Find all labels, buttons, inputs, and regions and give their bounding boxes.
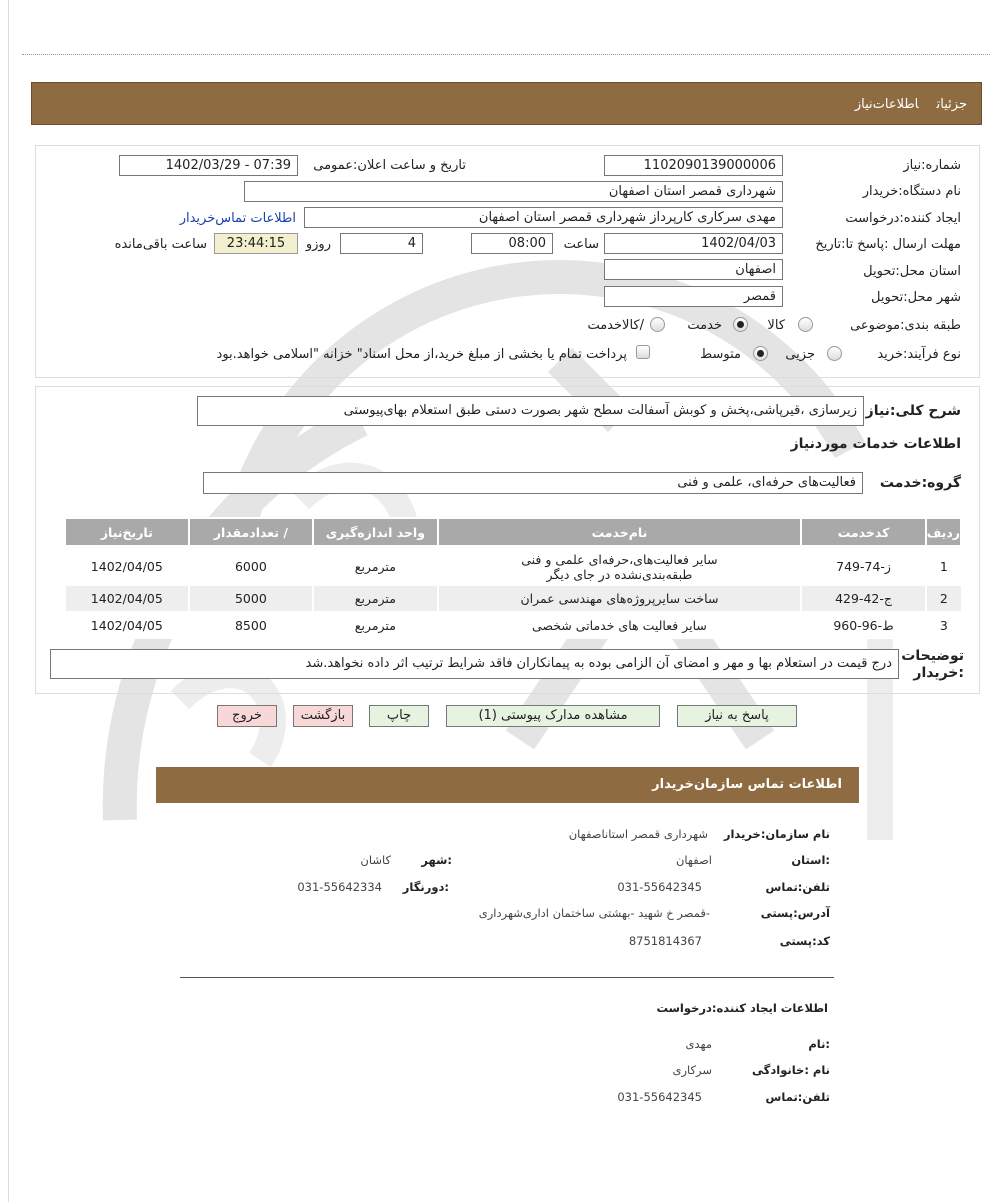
cell-row: 2 [926,586,961,611]
table-row [65,546,961,586]
services-table [64,517,962,639]
page-header [31,82,982,125]
contact-fax-value: 031-55642334 [297,880,382,894]
treasury-payment-label: پرداخت تمام یا بخشی از مبلغ خرید،از محل اسناد" خزانه "اسلامی خواهد.بود [216,347,627,362]
reply-button[interactable]: پاسخ به نیاز [677,705,797,727]
requester-field: مهدی سرکاری کارپرداز شهرداری قمصر استان اصفهان [304,207,783,228]
contact-phone-value: 031-55642345 [617,880,702,894]
buyer-contact-header: اطلاعات تماس سازمان‌خریدار [156,767,859,803]
category-goods-service-label: /کالاخدمت [587,318,644,333]
category-service-label: خدمت [687,318,722,333]
province-field: اصفهان [604,259,783,280]
creator-phone-value: 031-55642345 [617,1090,702,1104]
remaining-time-field: 23:44:15 [214,233,298,254]
province-label: استان محل:تحویل [863,264,961,279]
creator-name-label: :نام [808,1037,830,1051]
contact-city-value: کاشان [360,853,391,867]
tab-need-info[interactable]: اطلاعات‌نیاز [854,97,919,112]
page-left-border [8,0,9,1202]
postal-address-label: آدرس:پستی [760,906,830,920]
buyer-notes-label: توضیحات :خریدار [901,648,964,681]
creator-name-value: مهدی [685,1037,712,1051]
contact-fax-label: :دورنگار [402,880,449,894]
back-button[interactable]: بازگشت [293,705,353,727]
table-header-row [65,518,961,546]
cell-unit: مترمربع [313,546,437,586]
need-number-field: 1102090139000006 [604,155,783,176]
deadline-label: مهلت ارسال :پاسخ تا:تاریخ [815,237,961,252]
cell-date: 1402/04/05 [65,546,189,586]
cell-name: سایر فعالیت‌های،حرفه‌ای علمی و فنی طبقه‌بندی‌نشده در جای دیگر [438,546,802,586]
buyer-contact-link[interactable]: اطلاعات تماس‌خریدار [179,211,296,226]
process-partial-label: جزیی [785,347,815,362]
process-buy-label: خرید [877,347,903,362]
top-divider [22,54,990,55]
cell-date: 1402/04/05 [65,611,189,639]
creator-info-title: اطلاعات ایجاد کننده:درخواست [656,1001,828,1015]
cell-date: 1402/04/05 [65,586,189,611]
service-group-field: فعالیت‌های حرفه‌ای، علمی و فنی [203,472,863,494]
view-attachments-button[interactable]: مشاهده مدارک پیوستی (1) [446,705,660,727]
days-label: روزو [305,237,331,252]
need-number-label: شماره:نیاز [903,158,961,173]
exit-button[interactable]: خروج [217,705,277,727]
col-service-name: نام‌خدمت [438,518,802,546]
cell-unit: مترمربع [313,586,437,611]
process-partial-radio[interactable] [827,346,842,361]
city-field: قمصر [604,286,783,307]
need-info-panel [35,145,980,378]
tab-details[interactable]: جزئیات [936,97,967,112]
buyer-field: شهرداری قمصر استان اصفهان [244,181,783,202]
creator-family-label: نام :خانوادگی [752,1063,830,1077]
process-type-label: نوع فرآیند: [903,347,961,362]
process-medium-label: متوسط [700,347,741,362]
cell-unit: مترمربع [313,611,437,639]
creator-family-value: سرکاری [672,1063,712,1077]
services-title: اطلاعات خدمات موردنیاز [790,436,961,452]
postal-code-label: کد:پستی [779,934,830,948]
contact-city-label: :شهر [421,853,452,867]
cell-code: ز-74-749 [801,546,926,586]
deadline-time-field: 08:00 [471,233,553,254]
postal-address-value: -قمصر خ شهید -بهشتی ساختمان اداری‌شهرداری [478,906,710,920]
col-service-code: کدخدمت [801,518,926,546]
print-button[interactable]: چاپ [369,705,429,727]
city-label: شهر محل:تحویل [871,290,961,305]
category-label: طبقه بندی:موضوعی [850,318,961,333]
contact-phone-label: تلفن:تماس [765,880,830,894]
cell-qty: 8500 [189,611,313,639]
col-quantity: / تعدادمقدار [189,518,313,546]
summary-label: شرح کلی:نیاز [865,403,961,419]
category-goods-label: کالا [767,318,785,333]
cell-row: 3 [926,611,961,639]
cell-name: سایر فعالیت های خدماتی شخصی [438,611,802,639]
buyer-label: نام دستگاه:خریدار [862,184,961,199]
col-unit: واحد اندازه‌گیری [313,518,437,546]
cell-code: ط-96-960 [801,611,926,639]
col-row: ردیف [926,518,961,546]
buyer-notes-field: درج قیمت در استعلام بها و مهر و امضای آن الزامی بوده به پیمانکاران فاقد شرایط ترتیب اثر داده نخواهد.شد [50,649,899,679]
announce-field: 1402/03/29 - 07:39 [119,155,298,176]
creator-phone-label: تلفن:تماس [765,1090,830,1104]
summary-field: زیرسازی ،قیرپاشی،پخش و کوبش آسفالت سطح شهر بصورت دستی طبق استعلام بهای‌پیوستی [197,396,864,426]
cell-qty: 6000 [189,546,313,586]
cell-code: ج-42-429 [801,586,926,611]
table-row [65,586,961,611]
cell-qty: 5000 [189,586,313,611]
org-name-value: شهرداری قمصر استاناصفهان [568,827,708,841]
category-goods-radio[interactable] [798,317,813,332]
treasury-payment-checkbox[interactable] [636,345,650,359]
remaining-label: ساعت باقی‌مانده [114,237,207,252]
col-need-date: تاریخ‌نیاز [65,518,189,546]
table-row [65,611,961,639]
postal-code-value: 8751814367 [628,934,702,948]
contact-divider [180,977,834,978]
days-field: 4 [340,233,423,254]
service-group-label: گروه:خدمت [879,475,961,491]
process-medium-radio[interactable] [753,346,768,361]
announce-label: تاریخ و ساعت اعلان:عمومی [313,158,466,173]
category-service-radio[interactable] [733,317,748,332]
cell-name: ساخت سایرپروژه‌های مهندسی عمران [438,586,802,611]
deadline-date-field: 1402/04/03 [604,233,783,254]
contact-province-label: :استان [791,853,830,867]
contact-province-value: اصفهان [675,853,712,867]
requester-label: ایجاد کننده:درخواست [845,211,961,226]
category-goods-service-radio[interactable] [650,317,665,332]
cell-row: 1 [926,546,961,586]
deadline-time-label: ساعت [563,237,599,252]
org-name-label: نام سازمان:خریدار [723,827,830,841]
